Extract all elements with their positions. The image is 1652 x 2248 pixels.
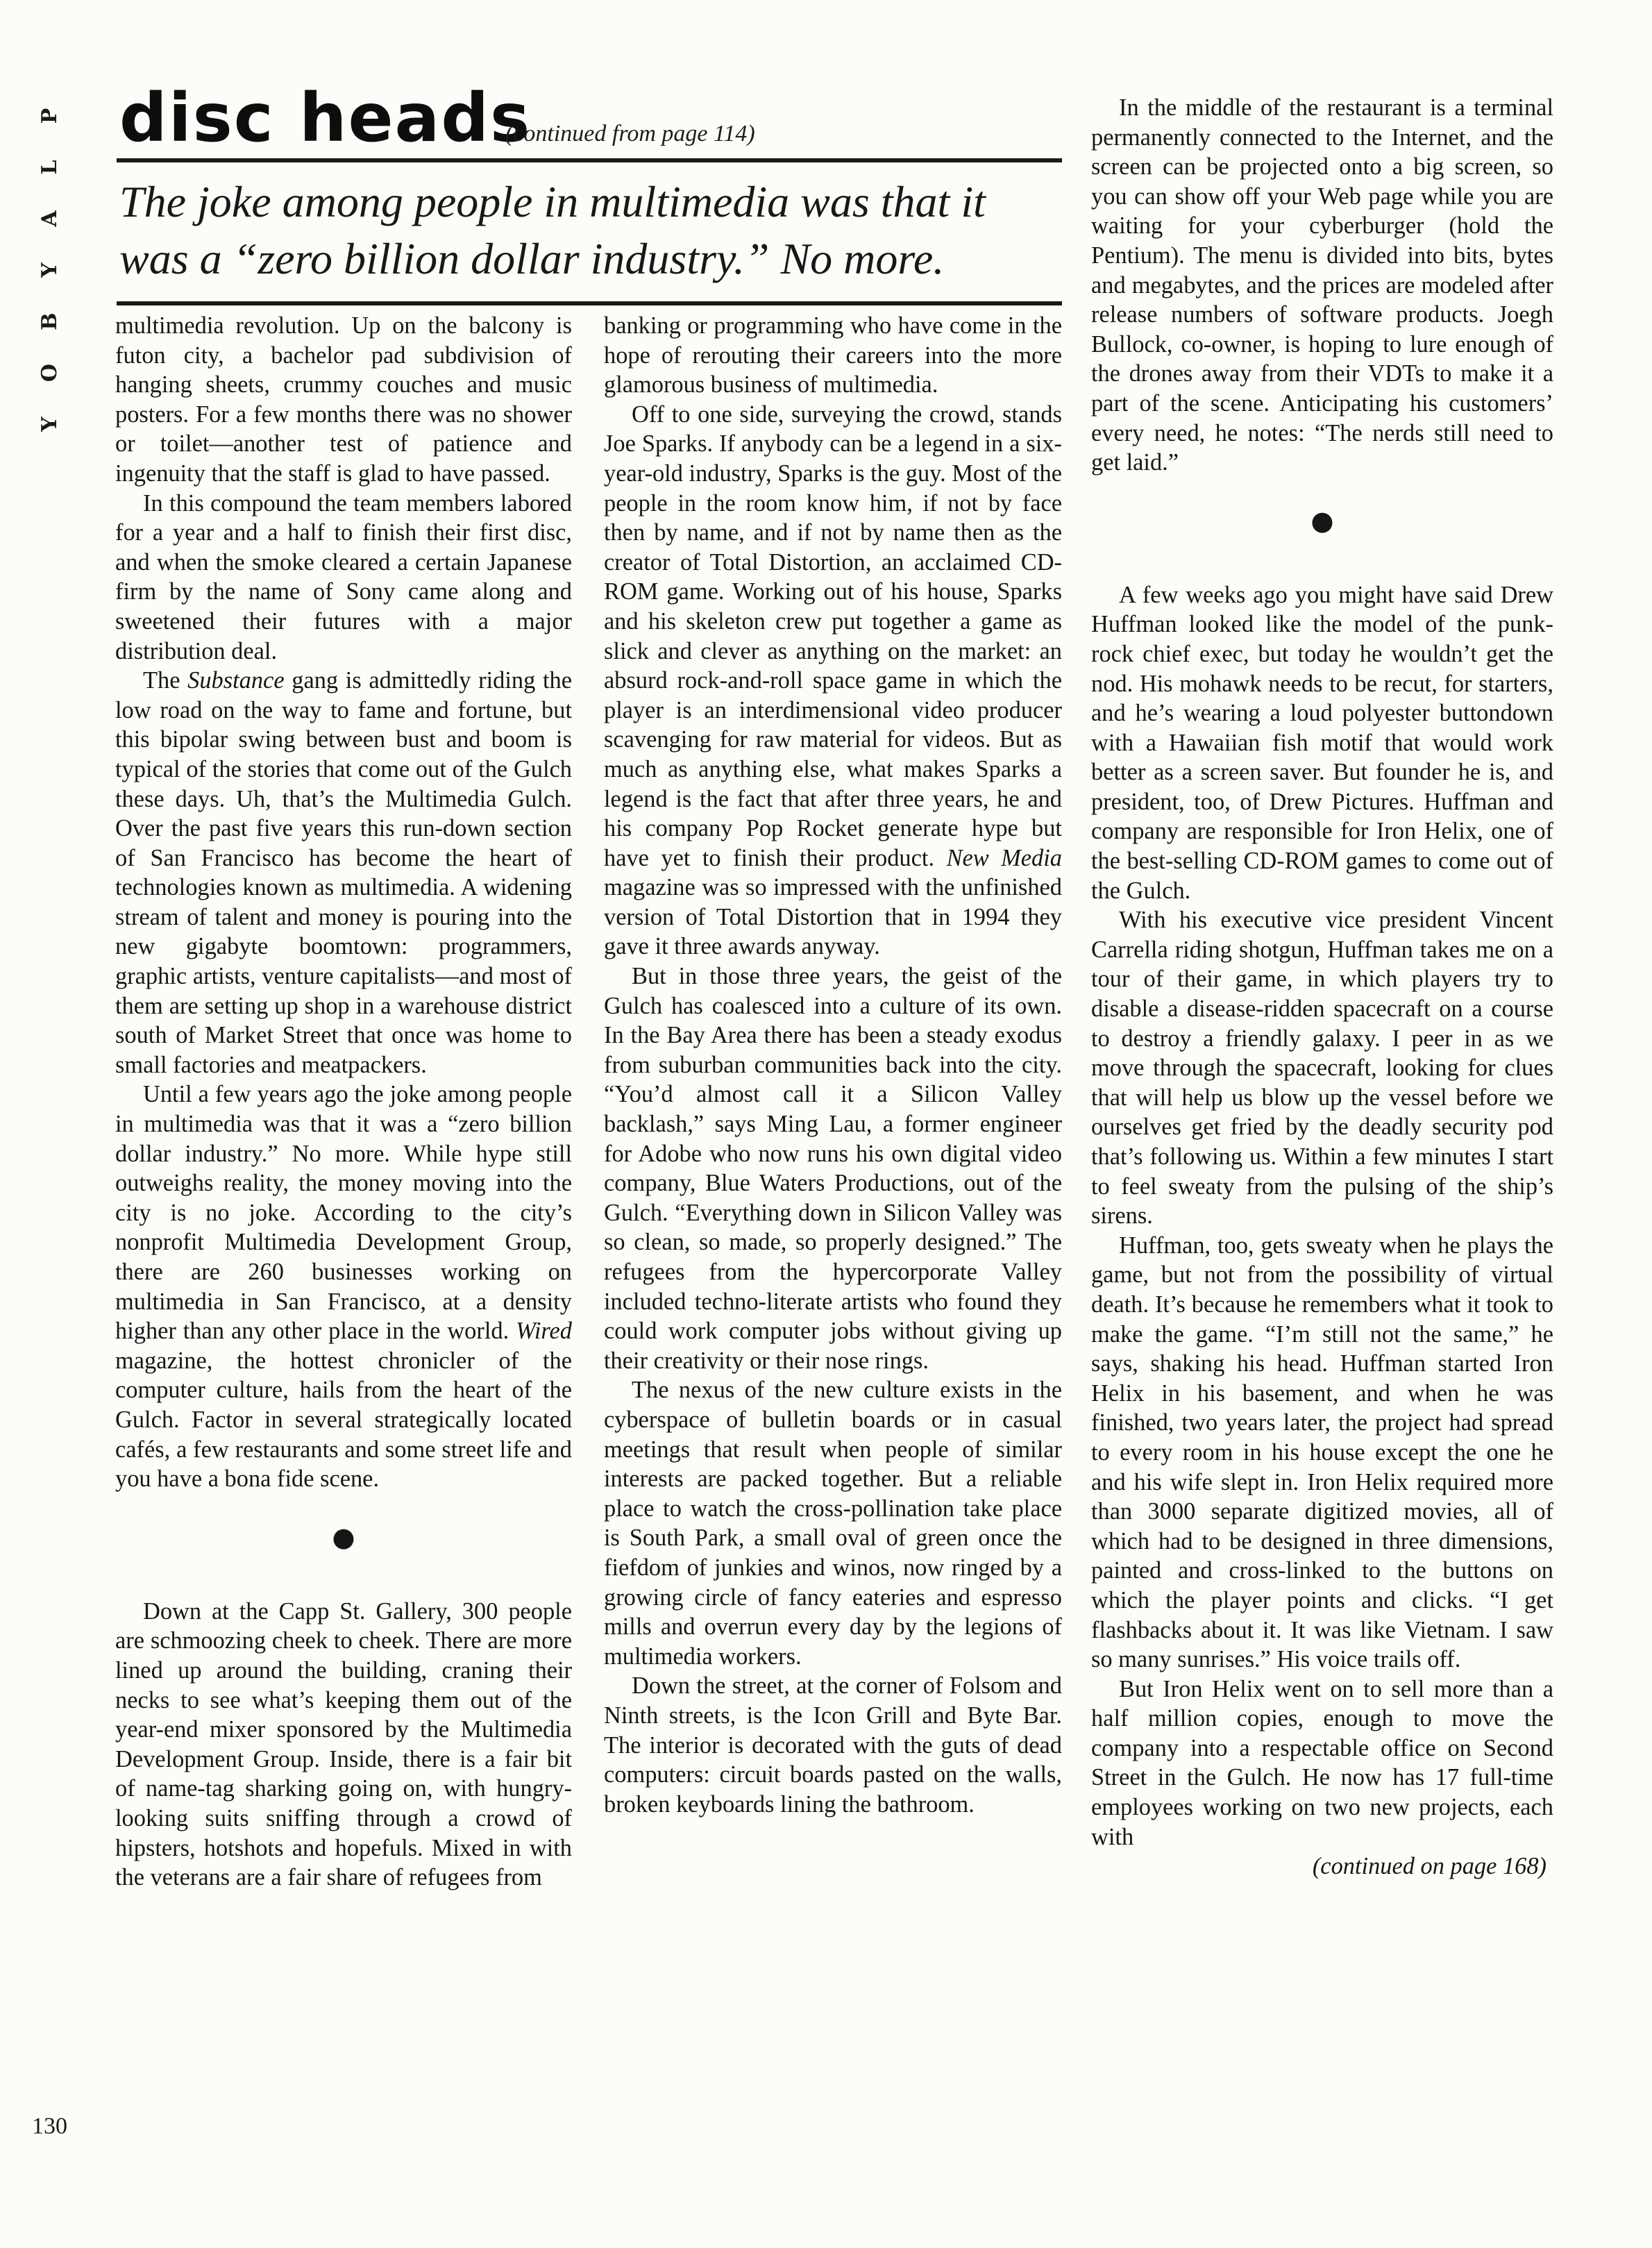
page-number: 130 xyxy=(32,2113,67,2139)
text-run: Off to one side, surveying the crowd, stands Joe Sparks. If anybody can be a legend in a six-year-old industry, Sparks is the guy. Most of the people in the room know him, if not by face then by name, and if not by name then as the creator of Total Distortion, an acclaimed CD-ROM game. Working out of his house, Sparks and his skeleton crew put together a game as slick and clever as anything on the market: an absurd rock-and-roll space game in which the player is an interdimensional video producer scavenging for raw material for videos. But as much as anything else, what makes Sparks a legend is the fact that after three years, he and his company Pop Rocket generate hype but have yet to finish their product. xyxy=(604,401,1062,871)
paragraph: Huffman, too, gets sweaty when he plays the game, but not from the possibility of virtual death. It’s because he remembers what it took to make the game. “I’m still not the same,” he says, shaking his head. Huffman started Iron Helix in his basement, and when he was finished, two years later, the project had spread to every room in his house except the one he and his wife slept in. Iron Helix required more than 3000 separate digitized movies, all of which had to be designed in three dimensions, painted and cross-linked to the buttons on which the player points and clicks. “I get flashbacks about it. It was like Vietnam. I saw so many sunrises.” His voice trails off. xyxy=(1091,1232,1553,1673)
publication-title: Wired xyxy=(516,1318,572,1345)
paragraph: banking or programming who have come in the hope of rerouting their careers into the more glamorous business of multimedia. xyxy=(604,312,1062,399)
paragraph xyxy=(115,1080,572,1493)
paragraph xyxy=(115,666,572,1080)
magazine-letter: P xyxy=(37,108,62,124)
text-column-2 xyxy=(604,311,1062,1819)
pull-quote: The joke among people in multimedia was that it was a “zero billion dollar industry.” No more. xyxy=(117,162,1062,305)
text-run: The xyxy=(143,667,188,694)
publication-title: Substance xyxy=(187,667,285,694)
paragraph: But in those three years, the geist of the Gulch has coalesced into a culture of its own. In the Bay Area there has been a steady exodus from suburban communities back into the city. “You’d almost call it a Silicon Valley backlash,” says Ming Lau, a former engineer for Adobe who now runs his own digital video company, Blue Waters Productions, out of the Gulch. “Everything down in Silicon Valley was so clean, so made, so properly designed.” The refugees from the hypercorporate Valley included techno-literate artists who found they could work computer jobs without giving up their creativity or their nose rings. xyxy=(604,963,1062,1374)
magazine-name-vertical xyxy=(36,90,64,450)
title-row xyxy=(117,79,1062,162)
text-run: magazine was so impressed with the unfinished version of Total Distortion that in 1994 they gave it three awards anyway. xyxy=(604,874,1062,960)
paragraph xyxy=(604,400,1062,962)
section-separator-bullet: ● xyxy=(332,1521,355,1552)
paragraph: A few weeks ago you might have said Drew Huffman looked like the model of the punk-rock chief exec, but today he wouldn’t get the nod. His mohawk needs to be recut, for starters, and he’s wearing a loud polyester buttondown with a Hawaiian fish motif that would work better as a screen saver. But founder he is, and president, too, of Drew Pictures. Huffman and company are responsible for Iron Helix, one of the best-selling CD-ROM games to come out of the Gulch. xyxy=(1091,581,1553,904)
paragraph: With his executive vice president Vincent Carrella riding shotgun, Huffman takes me on a tour of their game, in which players try to disable a disease-ridden spacecraft on a course to destroy a friendly galaxy. I peer in as we move through the spacecraft, looking for clues that will help us blow up the vessel before we ourselves get fried by the deadly security pod that’s following us. Within a few minutes I start to feel sweaty from the pulsing of the ship’s sirens. xyxy=(1091,907,1553,1230)
text-column-1 xyxy=(115,311,572,1893)
magazine-letter: Y xyxy=(37,417,62,432)
article-header xyxy=(117,79,1062,305)
magazine-letter: B xyxy=(37,312,62,330)
magazine-letter: A xyxy=(37,210,62,227)
text-column-3 xyxy=(1091,93,1553,1881)
continued-on-note: (continued on page 168) xyxy=(1312,1853,1546,1880)
paragraph: In this compound the team members labored for a year and a half to finish their first disc, and when the smoke cleared a certain Japanese firm by the name of Sony came along and sweetened their futures with a major distribution deal. xyxy=(115,489,572,664)
magazine-letter: L xyxy=(37,160,62,175)
article-title: disc heads xyxy=(119,79,532,157)
text-run: magazine, the hottest chronicler of the computer culture, hails from the heart of the Gulch. Factor in several strategically located cafés, a few restaurants and some street life and you have a bona fide scene. xyxy=(115,1347,572,1493)
paragraph: In the middle of the restaurant is a terminal permanently connected to the Internet, and the screen can be projected onto a big screen, so you can show off your Web page while you are waiting for your cyberburger (hold the Pentium). The menu is divided into bits, bytes and megabytes, and the prices are modeled after release numbers of software products. Joegh Bullock, co-owner, is hoping to lure enough of the drones away from their VDTs to make it a part of the scene. Anticipating his customers’ every need, he notes: “The nerds still need to get laid.” xyxy=(1091,94,1553,476)
paragraph: multimedia revolution. Up on the balcony is futon city, a bachelor pad subdivision of hanging sheets, crummy couches and music posters. For a few months there was no shower or toilet—another test of patience and ingenuity that the staff is glad to have passed. xyxy=(115,312,572,487)
text-run: Until a few years ago the joke among people in multimedia was that it was a “zero billion dollar industry.” No more. While hype still outweighs reality, the money moving into the city is no joke. According to the city’s nonprofit Multimedia Development Group, there are 260 businesses working on multimedia in San Francisco, at a density higher than any other place in the world. xyxy=(115,1081,572,1345)
magazine-letter: O xyxy=(37,363,62,383)
paragraph: But Iron Helix went on to sell more than a half million copies, enough to move the company into a respectable office on Second Street in the Gulch. He now has 17 full-time employees working on two new projects, each with xyxy=(1091,1675,1553,1850)
paragraph: The nexus of the new culture exists in the cyberspace of bulletin boards or in casual meetings that result when people of similar interests are packed together. But a reliable place to watch the cross-pollination take place is South Park, a small oval of green once the fiefdom of junkies and winos, now ringed by a growing circle of fancy eateries and espresso mills and overrun every day by the legions of multimedia workers. xyxy=(604,1377,1062,1670)
publication-title: New Media xyxy=(946,844,1062,871)
continued-from-note: (continued from page 114) xyxy=(505,121,755,146)
text-run: gang is admittedly riding the low road on the way to fame and fortune, but this bipolar swing between bust and boom is typical of the stories that come out of the Gulch these days. Uh, that’s the Multimedia Gulch. Over the past five years this run-down section of San Francisco has become the heart of technologies known as multimedia. A widening stream of talent and money is pouring into the new gigabyte boomtown: programmers, graphic artists, venture capitalists—and most of them are setting up shop in a warehouse district south of Market Street that once was home to small factories and meatpackers. xyxy=(115,667,572,1078)
magazine-letter: Y xyxy=(37,262,62,278)
section-separator-bullet: ● xyxy=(1310,505,1334,536)
paragraph: Down the street, at the corner of Folsom and Ninth streets, is the Icon Grill and Byte Bar. The interior is decorated with the guts of dead computers: circuit boards pasted on the walls, broken keyboards lining the bathroom. xyxy=(604,1672,1062,1818)
paragraph: Down at the Capp St. Gallery, 300 people are schmoozing cheek to cheek. There are more lined up around the building, craning their necks to see what’s keeping them out of the year-end mixer sponsored by the Multimedia Development Group. Inside, there is a fair bit of name-tag sharking going on, with hungry-looking suits sniffing through a crowd of hipsters, hotshots and hopefuls. Mixed in with the veterans are a fair share of refugees from xyxy=(115,1597,572,1891)
